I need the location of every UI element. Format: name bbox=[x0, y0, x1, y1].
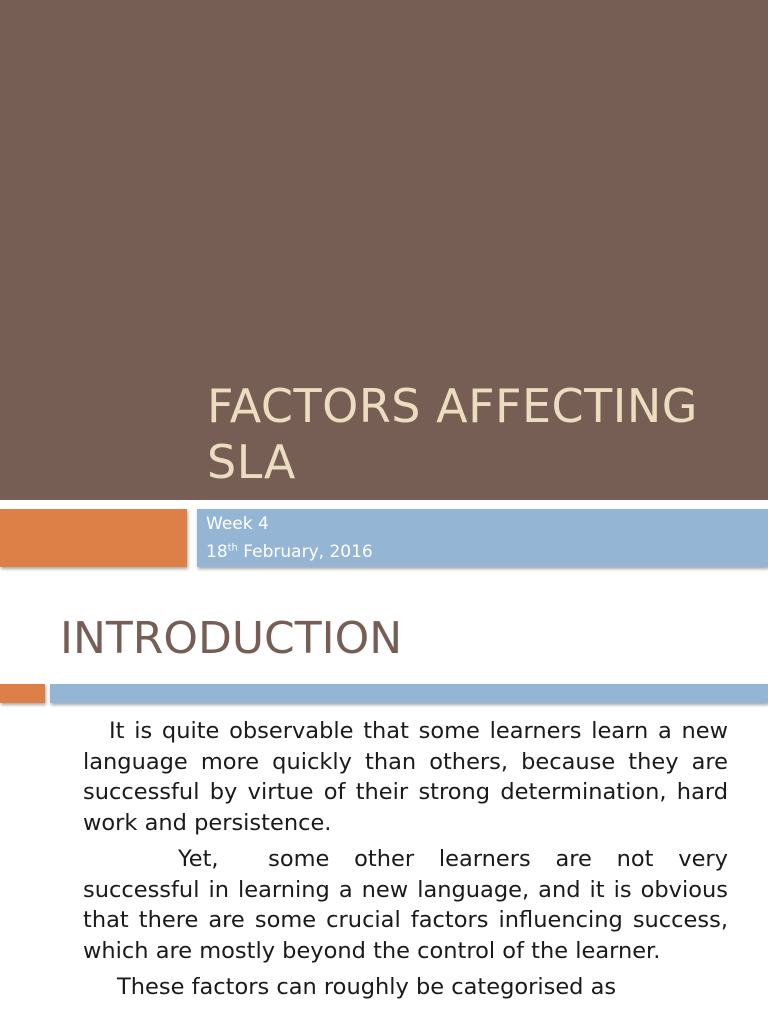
orange-divider-bar bbox=[0, 684, 45, 703]
blue-divider-bar bbox=[50, 684, 768, 703]
subtitle-date bbox=[206, 542, 373, 562]
slide-body-text bbox=[83, 716, 736, 1009]
introduction-slide bbox=[0, 577, 768, 1024]
body-paragraph: These factors can roughly be categorised as bbox=[117, 974, 617, 1000]
subtitle-week: Week 4 bbox=[206, 514, 269, 534]
body-paragraph: It is quite observable that some learners learn a new language more quickly than others, because they are successful by virtue of their strong determination, hard work and persistence. bbox=[83, 718, 728, 836]
date-rest: February, 2016 bbox=[237, 542, 373, 562]
slide-title-line-2: SLA bbox=[207, 435, 296, 489]
slide-heading: INTRODUCTION bbox=[60, 613, 403, 664]
date-suffix: th bbox=[227, 542, 238, 554]
body-paragraph: Yet, some other learners are not very successful in learning a new language, and it is obvious that there are some crucial factors influencing success, which are mostly beyond the control of the learner. bbox=[83, 846, 736, 964]
orange-accent-bar bbox=[0, 509, 187, 567]
title-slide-header-band bbox=[0, 0, 768, 500]
slide-title-line-1: FACTORS AFFECTING bbox=[207, 379, 698, 433]
slide-title bbox=[207, 378, 747, 490]
date-day: 18 bbox=[206, 542, 228, 562]
